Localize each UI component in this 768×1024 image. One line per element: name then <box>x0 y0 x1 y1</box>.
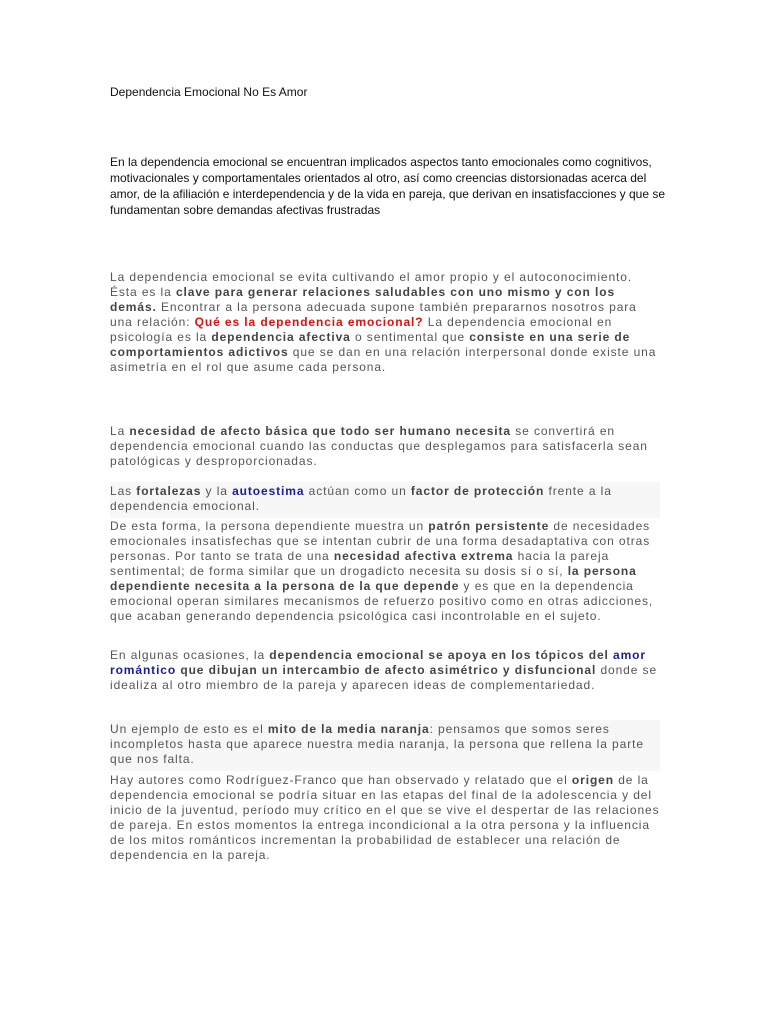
text: de la dependencia emocional se podría situar en las etapas del final de la adolescencia y del inicio de la juventud, período muy crítico en el que se vive el despertar de las relaciones de pareja. En estos momentos la entrega incondicional a la otra persona y la influencia de los mitos románticos incrementan la probabilidad de establecer una relación de dependencia en la pareja. <box>110 773 660 862</box>
paragraph-half-orange-myth <box>110 720 660 771</box>
bold-text: que dibujan un intercambio de afecto asimétrico y disfuncional <box>176 663 597 677</box>
text: La dependencia emocional en psicología es la <box>110 315 613 344</box>
bold-text: origen <box>571 773 614 787</box>
text: actúan como un <box>304 484 411 498</box>
bold-text: dependencia emocional se apoya en los tópicos del <box>269 648 614 662</box>
bold-text: fortalezas <box>136 484 202 498</box>
text: Hay autores como Rodríguez-Franco que han observado y relatado que el <box>110 773 572 787</box>
text: frente a la dependencia emocional. <box>110 484 612 513</box>
autoestima-link[interactable]: autoestima <box>232 484 305 498</box>
paragraph-affection-need <box>110 424 660 469</box>
paragraph-strengths <box>110 482 660 518</box>
text: hacia la pareja sentimental; de forma similar que un drogadicto necesita su dosis sí o sí, <box>110 549 610 578</box>
bold-text: patrón persistente <box>428 519 550 533</box>
text: donde se idealiza al otro miembro de la pareja y aparecen ideas de complementariedad. <box>110 663 658 692</box>
bold-text: dependencia afectiva <box>211 330 351 344</box>
text: que se dan en una relación interpersonal donde existe una asimetría en el rol que asume cada persona. <box>110 345 657 374</box>
text: y es que en la dependencia emocional operan similares mecanismos de refuerzo positivo como en otras adicciones, que acaban generando dependencia psicológica casi incontrolable en el sujeto. <box>110 579 654 623</box>
text: y la <box>201 484 233 498</box>
intro-paragraph: En la dependencia emocional se encuentran implicados aspectos tanto emocionales como cognitivos, motivacionales y comportamentales orientados al otro, así como creencias distorsionadas acerca del amor, de la afiliación e interdependencia y de la vida en pareja, que derivan en insatisfacciones y que se fundamentan sobre demandas afectivas frustradas <box>110 155 666 217</box>
amor-romantico-link[interactable]: amor romántico <box>110 648 646 677</box>
text: Encontrar a la persona adecuada supone también prepararnos nosotros para una relación: <box>110 300 637 329</box>
bold-text: necesidad afectiva extrema <box>333 549 514 563</box>
text: En algunas ocasiones, la <box>110 648 270 662</box>
text: o sentimental que <box>350 330 470 344</box>
bold-text: factor de protección <box>410 484 545 498</box>
bold-text: necesidad de afecto básica que todo ser humano necesita <box>129 424 511 438</box>
bold-text: consiste en una serie de comportamientos adictivos <box>110 330 631 359</box>
text: se convertirá en dependencia emocional cuando las conductas que desplegamos para satisfacerla sean patológicas y desproporcionadas. <box>110 424 648 468</box>
text: de necesidades emocionales insatisfechas que se intentan cubrir de una forma desadaptativa con otras personas. Por tanto se trata de una <box>110 519 651 563</box>
text: De esta forma, la persona dependiente muestra un <box>110 519 429 533</box>
text: Un ejemplo de esto es el <box>110 722 268 736</box>
paragraph-self-love <box>110 270 660 375</box>
text: : pensamos que somos seres incompletos hasta que aparece nuestra media naranja, la persona que rellena la parte que nos falta. <box>110 722 644 766</box>
text: Las <box>110 484 137 498</box>
document-title: Dependencia Emocional No Es Amor <box>110 85 308 99</box>
paragraph-origin <box>110 773 660 863</box>
bold-text: clave para generar relaciones saludables con uno mismo y con los demás. <box>110 285 616 314</box>
text: La dependencia emocional se evita cultivando el amor propio y el autoconocimiento. Ésta es la <box>110 270 633 299</box>
paragraph-romantic-love <box>110 648 660 693</box>
text: La <box>110 424 130 438</box>
bold-text: mito de la media naranja <box>267 722 430 736</box>
red-link[interactable]: Qué es la dependencia emocional? <box>194 315 424 329</box>
bold-text: la persona dependiente necesita a la persona de la que depende <box>110 564 637 593</box>
paragraph-pattern <box>110 519 660 624</box>
